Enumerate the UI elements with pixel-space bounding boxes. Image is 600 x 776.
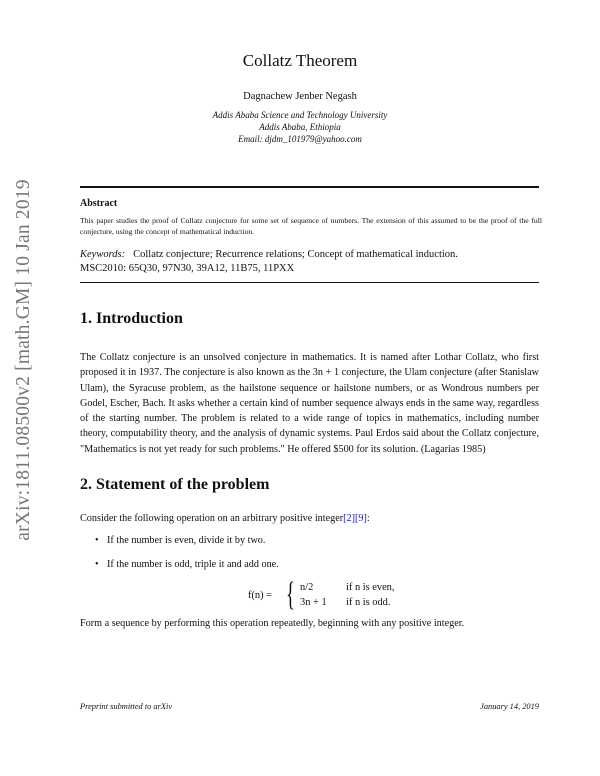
paper-title: Collatz Theorem [242,51,358,70]
keywords-line [80,248,458,262]
brace-icon: { [286,576,295,613]
affiliation-university: Addis Ababa Science and Technology University [212,110,388,120]
arxiv-stamp [8,176,40,544]
list-item [95,559,279,570]
footer-preprint: Preprint submitted to arXiv [80,702,173,711]
affiliation-email: Email: djdm_101979@yahoo.com [238,134,362,144]
keywords-text: Collatz conjecture; Recurrence relations; Concept of mathematical induction. [133,249,458,260]
list-item-text: If the number is odd, triple it and add one. [107,559,279,570]
list-item [95,535,265,546]
keywords-block [80,248,458,276]
abstract-text: This paper studies the proof of Collatz conjecture for some set of sequence of numbers. The extension of this assumed to be the proof of the full conjecture, using the concept of mathematical induction. [80,216,542,236]
equation-case-even-cond: if n is even, [346,582,395,593]
keywords-label: Keywords: [80,249,126,260]
statement-lead-end: : [366,513,370,524]
equation-case-odd-cond: if n is odd. [346,597,391,608]
footer-date: January 14, 2019 [480,702,539,711]
author-name: Dagnachew Jenber Negash [243,91,357,102]
section-heading-introduction: 1. Introduction [80,310,183,327]
section-heading-statement: 2. Statement of the problem [80,476,270,493]
equation-case-even-expr: n/2 [300,582,314,593]
bullet-icon: • [95,559,99,570]
arxiv-stamp-text: arXiv:1811.08500v2 [math.GM] 10 Jan 2019 [13,179,34,541]
abstract-heading: Abstract [80,198,118,209]
abstract-bottom-rule [80,282,539,283]
statement-lead-text: Consider the following operation on an arbitrary positive integer [80,513,344,524]
statement-after-paragraph: Form a sequence by performing this operation repeatedly, beginning with any positive integer. [80,618,465,629]
affiliation-location: Addis Ababa, Ethiopia [259,122,341,132]
equation-lhs: f(n) = [248,590,273,601]
equation-case-odd-expr: 3n + 1 [300,597,327,608]
list-item-text: If the number is even, divide it by two. [107,535,266,546]
citation-link[interactable]: [9] [355,513,367,524]
citation-link[interactable]: [2] [343,513,355,524]
introduction-paragraph: The Collatz conjecture is an unsolved conjecture in mathematics. It is named after Lothar Collatz, who first proposed it in 1937. The conjecture is also known as the 3n + 1 conjecture, the Ulam conjecture (after Stanislaw Ulam), the Syracuse problem, as the hailstone sequence or hailstone numbers, or as Wondrous numbers per Godel, Escher, Bach. It asks whether a certain kind of number sequence always ends in the same way, regardless of the starting number. The problem is related to a wide range of topics in mathematics, including number theory, computability theory, and the analysis of dynamic systems. Paul Erdos said about the Collatz conjecture, "Mathematics is not yet ready for such problems." He offered $500 for its solution. (Lagarias 1985) [80,352,539,455]
abstract-top-rule [80,186,539,188]
msc-line: MSC2010: 65Q30, 97N30, 39A12, 11B75, 11PXX [80,263,295,274]
bullet-icon: • [95,535,99,546]
statement-lead [80,511,539,526]
